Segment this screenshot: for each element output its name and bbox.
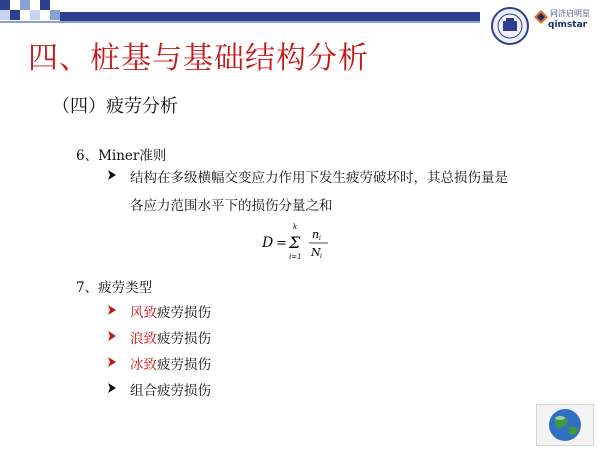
formula-numerator-sub: i — [319, 235, 321, 242]
miner-heading: 6、Miner准则 — [76, 148, 167, 164]
formula-denominator-sub: i — [320, 253, 322, 260]
qimstar-logo-icon — [534, 10, 548, 24]
fatigue-item-ice: 冰致疲劳损伤 — [130, 357, 211, 373]
fatigue-item-combined: 组合疲劳损伤 — [130, 383, 211, 399]
page-title: 四、桩基与基础结构分析 — [28, 41, 369, 76]
miner-formula — [262, 222, 342, 264]
header-bar — [60, 12, 480, 21]
fatigue-item-wind: 风致疲劳损伤 — [130, 305, 211, 321]
formula-lhs: D — [262, 235, 274, 251]
header-divider — [0, 21, 480, 23]
fatigue-item-wave: 浪致疲劳损伤 — [130, 331, 211, 347]
arrow-bullet-icon — [106, 304, 118, 316]
formula-eq: = — [276, 236, 287, 251]
globe-icon — [536, 404, 594, 446]
fatigue-types-heading: 7、疲劳类型 — [76, 280, 153, 296]
sigma-icon: Σ — [289, 233, 301, 252]
arrow-bullet-icon — [106, 356, 118, 368]
miner-bullet-line2: 各应力范围水平下的损伤分量之和 — [130, 198, 333, 214]
formula-numerator: n — [312, 228, 320, 241]
section-subtitle: （四）疲劳分析 — [52, 96, 178, 117]
qimstar-logo — [534, 8, 598, 36]
brand-cn: 同济启明星 — [550, 9, 590, 18]
arrow-bullet-icon — [106, 382, 118, 394]
miner-bullet-line1: 结构在多级横幅交变应力作用下发生疲劳破坏时，其总损伤量是 — [130, 170, 508, 186]
arrow-bullet-icon — [106, 330, 118, 342]
arrow-bullet-icon — [106, 169, 118, 181]
university-seal-icon — [490, 6, 530, 46]
formula-sum-top: k — [293, 223, 298, 231]
formula-sum-bottom: i=1 — [289, 253, 302, 261]
formula-denominator: N — [311, 246, 321, 259]
brand-en: qimstar — [548, 20, 588, 30]
